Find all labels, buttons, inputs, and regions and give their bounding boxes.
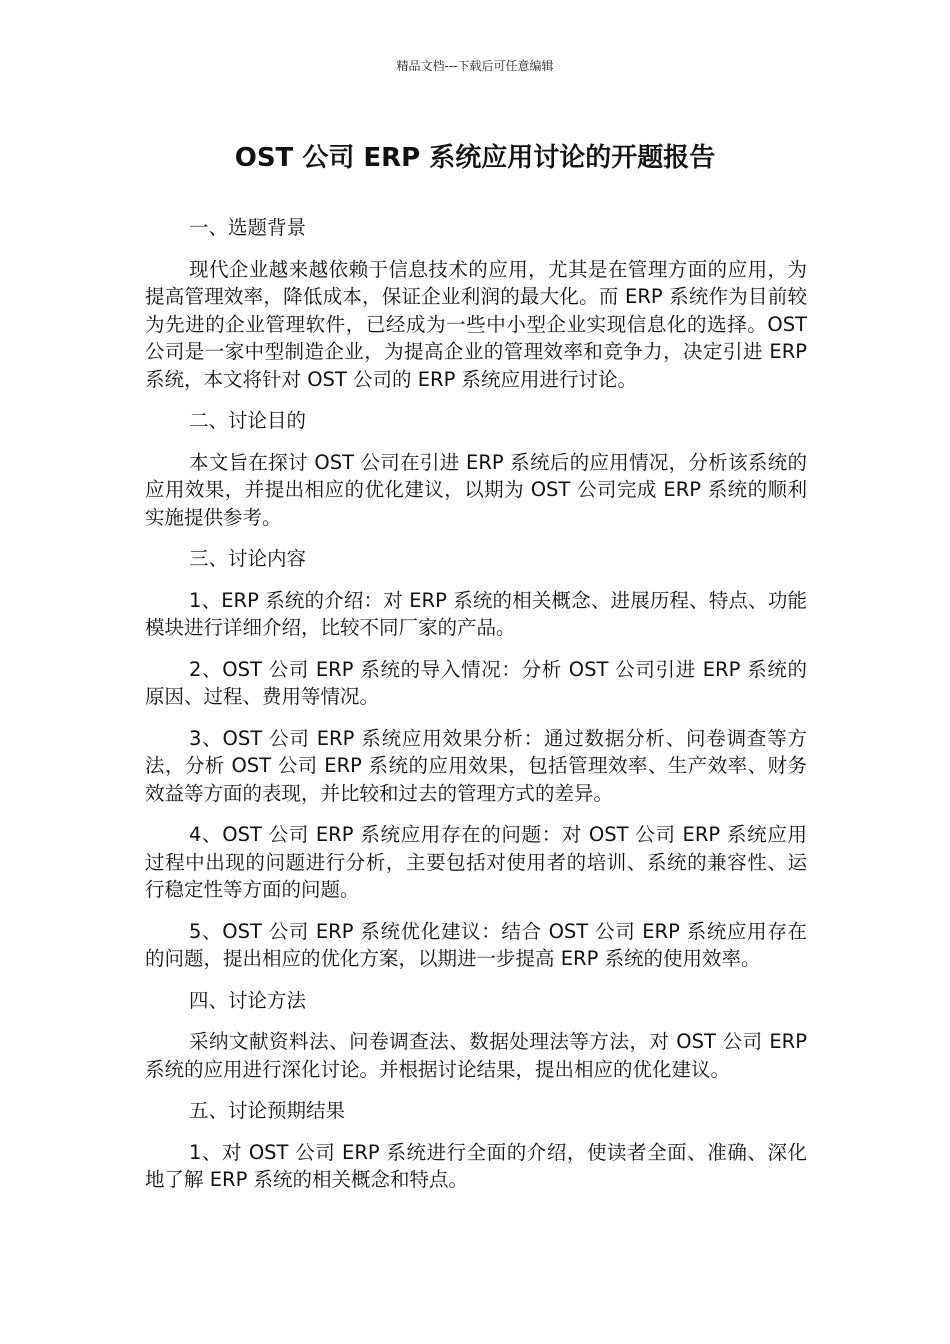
paragraph-content-item-4: 4、OST 公司 ERP 系统应用存在的问题：对 OST 公司 ERP 系统应用过程中出现的问题进行分析，主要包括对使用者的培训、系统的兼容性、运行稳定性等方面的问题。 <box>145 823 807 901</box>
section-heading-method: 四、讨论方法 <box>189 988 307 1012</box>
document-body <box>145 214 807 1208</box>
section-heading-purpose: 二、讨论目的 <box>189 409 307 432</box>
document-title: OST 公司 ERP 系统应用讨论的开题报告 <box>234 143 716 173</box>
paragraph-background: 现代企业越来越依赖于信息技术的应用，尤其是在管理方面的应用，为提高管理效率，降低成本，保证企业利润的最大化。而 ERP 系统作为目前较为先进的企业管理软件，已经成为一些中小型企业实现信息化的选择。OST 公司是一家中型制造企业，为提高企业的管理效率和竞争力，决定引进 ERP 系统，本文将针对 OST 公司的 ERP 系统应用进行讨论。 <box>145 257 807 391</box>
paragraph-content-item-5: 5、OST 公司 ERP 系统优化建议：结合 OST 公司 ERP 系统应用存在的问题，提出相应的优化方案，以期进一步提高 ERP 系统的使用效率。 <box>145 919 807 970</box>
paragraph-content-item-3: 3、OST 公司 ERP 系统应用效果分析：通过数据分析、问卷调查等方法，分析 OST 公司 ERP 系统的应用效果，包括管理效率、生产效率、财务效益等方面的表现，并比较和过去的管理方式的差异。 <box>145 726 807 805</box>
page-header-note: 精品文档---下载后可任意编辑 <box>396 59 554 73</box>
paragraph-purpose: 本文旨在探讨 OST 公司在引进 ERP 系统后的应用情况，分析该系统的应用效果，并提出相应的优化建议，以期为 OST 公司完成 ERP 系统的顺利实施提供参考。 <box>145 450 807 529</box>
paragraph-content-item-2: 2、OST 公司 ERP 系统的导入情况：分析 OST 公司引进 ERP 系统的原因、过程、费用等情况。 <box>145 657 807 708</box>
section-heading-background: 一、选题背景 <box>189 216 307 239</box>
paragraph-expected-result-1: 1、对 OST 公司 ERP 系统进行全面的介绍，使读者全面、准确、深化地了解 ERP 系统的相关概念和特点。 <box>145 1140 807 1191</box>
section-heading-expected-results: 五、讨论预期结果 <box>189 1099 346 1122</box>
paragraph-method: 采纳文献资料法、问卷调查法、数据处理法等方法，对 OST 公司 ERP 系统的应用进行深化讨论。并根据讨论结果，提出相应的优化建议。 <box>145 1030 807 1081</box>
paragraph-content-item-1: 1、ERP 系统的介绍：对 ERP 系统的相关概念、进展历程、特点、功能模块进行详细介绍，比较不同厂家的产品。 <box>145 588 807 639</box>
section-heading-content: 三、讨论内容 <box>189 547 307 570</box>
